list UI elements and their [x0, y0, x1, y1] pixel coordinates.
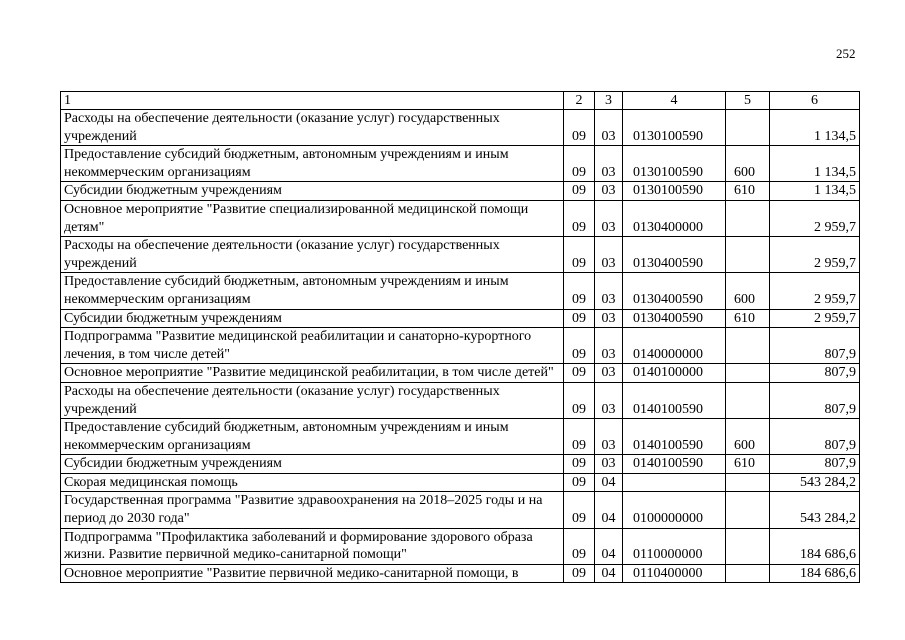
amount-cell: 807,9 [770, 419, 860, 455]
amount-cell: 807,9 [770, 328, 860, 364]
subsection-cell: 03 [595, 182, 623, 201]
expense-type-cell [726, 237, 770, 273]
section-cell: 09 [564, 382, 595, 418]
table-row [61, 364, 860, 383]
target-article-cell: 0100000000 [623, 492, 726, 528]
target-article-cell: 0140100000 [623, 364, 726, 383]
expense-type-cell [726, 328, 770, 364]
name-cell: Предоставление субсидий бюджетным, автономным учреждениям и иным некоммерческим организациям [61, 146, 564, 182]
subsection-cell: 04 [595, 564, 623, 583]
target-article-cell: 0130400590 [623, 273, 726, 309]
name-cell: Расходы на обеспечение деятельности (оказание услуг) государственных учреждений [61, 382, 564, 418]
name-cell: Субсидии бюджетным учреждениям [61, 182, 564, 201]
section-cell: 09 [564, 182, 595, 201]
amount-cell: 543 284,2 [770, 492, 860, 528]
header-cell: 1 [61, 92, 564, 110]
table-row [61, 564, 860, 583]
subsection-cell: 03 [595, 110, 623, 146]
name-cell: Основное мероприятие "Развитие специализированной медицинской помощи детям" [61, 200, 564, 236]
target-article-cell: 0140100590 [623, 419, 726, 455]
subsection-cell: 04 [595, 528, 623, 564]
subsection-cell: 03 [595, 200, 623, 236]
name-cell: Субсидии бюджетным учреждениям [61, 455, 564, 474]
table-row [61, 382, 860, 418]
target-article-cell: 0110400000 [623, 564, 726, 583]
expense-type-cell: 600 [726, 419, 770, 455]
amount-cell: 184 686,6 [770, 564, 860, 583]
expense-type-cell: 600 [726, 273, 770, 309]
name-cell: Подпрограмма "Профилактика заболеваний и формирование здорового образа жизни. Развитие первичной медико-санитарной помощи" [61, 528, 564, 564]
amount-cell: 543 284,2 [770, 473, 860, 492]
target-article-cell: 0130400000 [623, 200, 726, 236]
section-cell: 09 [564, 273, 595, 309]
expense-type-cell [726, 564, 770, 583]
expense-type-cell [726, 528, 770, 564]
table-row [61, 309, 860, 328]
name-cell: Субсидии бюджетным учреждениям [61, 309, 564, 328]
name-cell: Основное мероприятие "Развитие первичной медико-санитарной помощи, в [61, 564, 564, 583]
subsection-cell: 04 [595, 492, 623, 528]
subsection-cell: 03 [595, 382, 623, 418]
header-cell: 6 [770, 92, 860, 110]
section-cell: 09 [564, 200, 595, 236]
subsection-cell: 03 [595, 328, 623, 364]
name-cell: Предоставление субсидий бюджетным, автономным учреждениям и иным некоммерческим организациям [61, 419, 564, 455]
amount-cell: 2 959,7 [770, 273, 860, 309]
subsection-cell: 03 [595, 455, 623, 474]
target-article-cell: 0130400590 [623, 237, 726, 273]
name-cell: Расходы на обеспечение деятельности (оказание услуг) государственных учреждений [61, 110, 564, 146]
section-cell: 09 [564, 110, 595, 146]
amount-cell: 1 134,5 [770, 110, 860, 146]
target-article-cell: 0110000000 [623, 528, 726, 564]
amount-cell: 807,9 [770, 455, 860, 474]
target-article-cell: 0140100590 [623, 455, 726, 474]
expense-type-cell [726, 364, 770, 383]
amount-cell: 2 959,7 [770, 237, 860, 273]
table-row [61, 146, 860, 182]
target-article-cell: 0130100590 [623, 182, 726, 201]
header-cell: 3 [595, 92, 623, 110]
name-cell: Расходы на обеспечение деятельности (оказание услуг) государственных учреждений [61, 237, 564, 273]
table-row [61, 110, 860, 146]
section-cell: 09 [564, 473, 595, 492]
section-cell: 09 [564, 564, 595, 583]
amount-cell: 807,9 [770, 364, 860, 383]
section-cell: 09 [564, 364, 595, 383]
section-cell: 09 [564, 146, 595, 182]
amount-cell: 807,9 [770, 382, 860, 418]
expense-type-cell: 610 [726, 455, 770, 474]
name-cell: Предоставление субсидий бюджетным, автономным учреждениям и иным некоммерческим организациям [61, 273, 564, 309]
target-article-cell: 0130100590 [623, 110, 726, 146]
budget-table [60, 91, 860, 583]
expense-type-cell: 600 [726, 146, 770, 182]
header-cell: 5 [726, 92, 770, 110]
name-cell: Основное мероприятие "Развитие медицинской реабилитации, в том числе детей" [61, 364, 564, 383]
table-row [61, 200, 860, 236]
section-cell: 09 [564, 492, 595, 528]
subsection-cell: 03 [595, 309, 623, 328]
subsection-cell: 03 [595, 237, 623, 273]
expense-type-cell [726, 200, 770, 236]
expense-type-cell [726, 492, 770, 528]
name-cell: Скорая медицинская помощь [61, 473, 564, 492]
section-cell: 09 [564, 237, 595, 273]
table-row [61, 273, 860, 309]
table-row [61, 455, 860, 474]
section-cell: 09 [564, 419, 595, 455]
section-cell: 09 [564, 528, 595, 564]
expense-type-cell [726, 382, 770, 418]
name-cell: Подпрограмма "Развитие медицинской реабилитации и санаторно-курортного лечения, в том числе детей" [61, 328, 564, 364]
subsection-cell: 04 [595, 473, 623, 492]
amount-cell: 2 959,7 [770, 309, 860, 328]
table-row [61, 473, 860, 492]
table-row [61, 419, 860, 455]
target-article-cell: 0130100590 [623, 146, 726, 182]
section-cell: 09 [564, 328, 595, 364]
amount-cell: 1 134,5 [770, 146, 860, 182]
table-header-row [61, 92, 860, 110]
table-row [61, 528, 860, 564]
target-article-cell [623, 473, 726, 492]
subsection-cell: 03 [595, 419, 623, 455]
expense-type-cell: 610 [726, 182, 770, 201]
subsection-cell: 03 [595, 273, 623, 309]
expense-type-cell [726, 473, 770, 492]
amount-cell: 1 134,5 [770, 182, 860, 201]
subsection-cell: 03 [595, 364, 623, 383]
target-article-cell: 0130400590 [623, 309, 726, 328]
section-cell: 09 [564, 309, 595, 328]
table-row [61, 237, 860, 273]
amount-cell: 2 959,7 [770, 200, 860, 236]
target-article-cell: 0140100590 [623, 382, 726, 418]
target-article-cell: 0140000000 [623, 328, 726, 364]
header-cell: 4 [623, 92, 726, 110]
name-cell: Государственная программа "Развитие здравоохранения на 2018–2025 годы и на период до 2030 года" [61, 492, 564, 528]
header-cell: 2 [564, 92, 595, 110]
expense-type-cell [726, 110, 770, 146]
expense-type-cell: 610 [726, 309, 770, 328]
table-row [61, 492, 860, 528]
section-cell: 09 [564, 455, 595, 474]
page-number: 252 [836, 46, 856, 61]
table-row [61, 182, 860, 201]
table-row [61, 328, 860, 364]
subsection-cell: 03 [595, 146, 623, 182]
amount-cell: 184 686,6 [770, 528, 860, 564]
